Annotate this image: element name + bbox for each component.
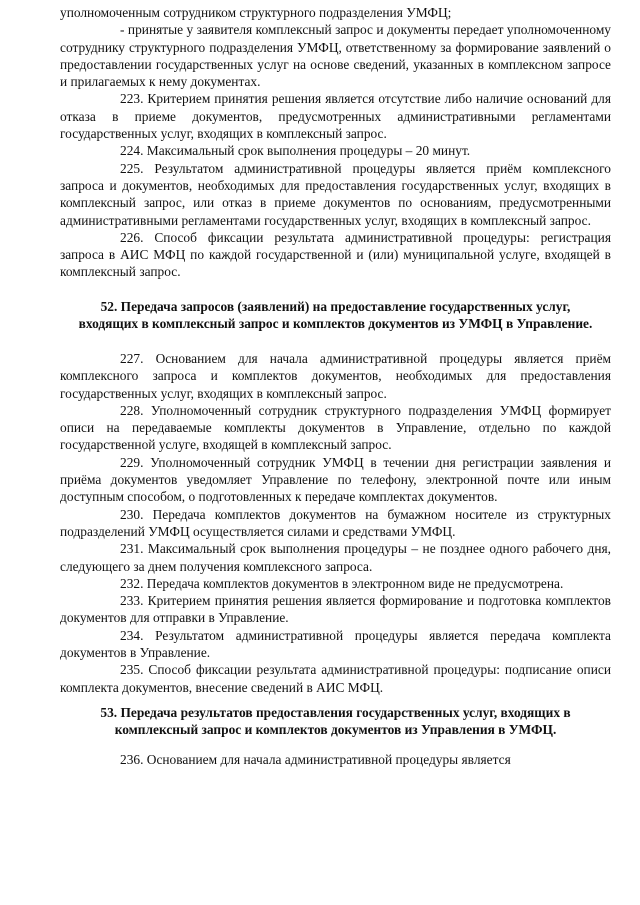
paragraph: 229. Уполномоченный сотрудник УМФЦ в течении дня регистрации заявления и приёма документов уведомляет Управление по телефону, электронной почте или иным доступным способом, о подготовленных к передаче комплектах документов.: [60, 454, 611, 505]
paragraph: 235. Способ фиксации результата административной процедуры: подписание описи комплекта документов, внесение сведений в АИС МФЦ.: [60, 662, 611, 695]
paragraph: 226. Способ фиксации результата административной процедуры: регистрация запроса в АИС МФЦ по каждой государственной и (или) муниципальной услуге, входящей в комплексный запрос.: [60, 229, 611, 280]
paragraph: 236. Основанием для начала административной процедуры является: [120, 752, 511, 768]
paragraph: 233. Критерием принятия решения является формирование и подготовка комплектов документов для отправки в Управление.: [60, 593, 611, 626]
paragraph: уполномоченным сотрудником структурного подразделения УМФЦ;: [60, 5, 452, 20]
paragraph: 223. Критерием принятия решения является отсутствие либо наличие оснований для отказа в приеме документов, предусмотренных административными регламентами государственных услуг, входящих в комплексный запрос.: [60, 91, 611, 142]
spacer: [60, 738, 611, 751]
paragraph: - принятые у заявителя комплексный запрос и документы передает уполномоченному сотруднику структурного подразделения УМФЦ, ответственному за формирование заявлений о предоставлении государственных услуг на основе сведений, указанных в комплексном запросе и прилагаемых к нему документах.: [60, 22, 611, 90]
spacer: [60, 281, 611, 298]
paragraph: 231. Максимальный срок выполнения процедуры – не позднее одного рабочего дня, следующего за днем получения комплексного запроса.: [60, 541, 611, 574]
text-block-2: [60, 350, 611, 696]
text-block-3: [60, 751, 611, 768]
paragraph: 227. Основанием для начала административной процедуры является приём комплексного запроса и комплектов документов, необходимых для предоставления государственных услуг, входящих в комплексный запрос.: [60, 350, 611, 401]
paragraph: 225. Результатом административной процедуры является приём комплексного запроса и документов, необходимых для предоставления государственных услуг, входящих в комплексный запрос, или отказ в приеме документов по основаниям, предусмотренными административными регламентами государственных услуг, входящих в комплексный запрос.: [60, 160, 611, 228]
spacer: [60, 696, 611, 704]
spacer: [60, 333, 611, 350]
paragraph: 232. Передача комплектов документов в электронном виде не предусмотрена.: [120, 575, 564, 591]
paragraph: 224. Максимальный срок выполнения процедуры – 20 минут.: [120, 143, 471, 159]
paragraph: 228. Уполномоченный сотрудник структурного подразделения УМФЦ формирует описи на передаваемые комплекты документов в Управление, отдельно по каждой государственной услуге, входящей в комплексный запрос.: [60, 402, 611, 453]
paragraph: 234. Результатом административной процедуры является передача комплекта документов в Управление.: [60, 627, 611, 660]
document-page: [60, 4, 611, 769]
text-block-1: [60, 4, 611, 281]
section-heading-52: 52. Передача запросов (заявлений) на предоставление государственных услуг, входящих в комплексный запрос и комплектов документов из УМФЦ в Управление.: [78, 299, 593, 332]
section-heading-53: 53. Передача результатов предоставления государственных услуг, входящих в комплексный запрос и комплектов документов из Управления в УМФЦ.: [100, 704, 571, 738]
paragraph: 230. Передача комплектов документов на бумажном носителе из структурных подразделений УМФЦ осуществляется силами и средствами УМФЦ.: [60, 506, 611, 539]
